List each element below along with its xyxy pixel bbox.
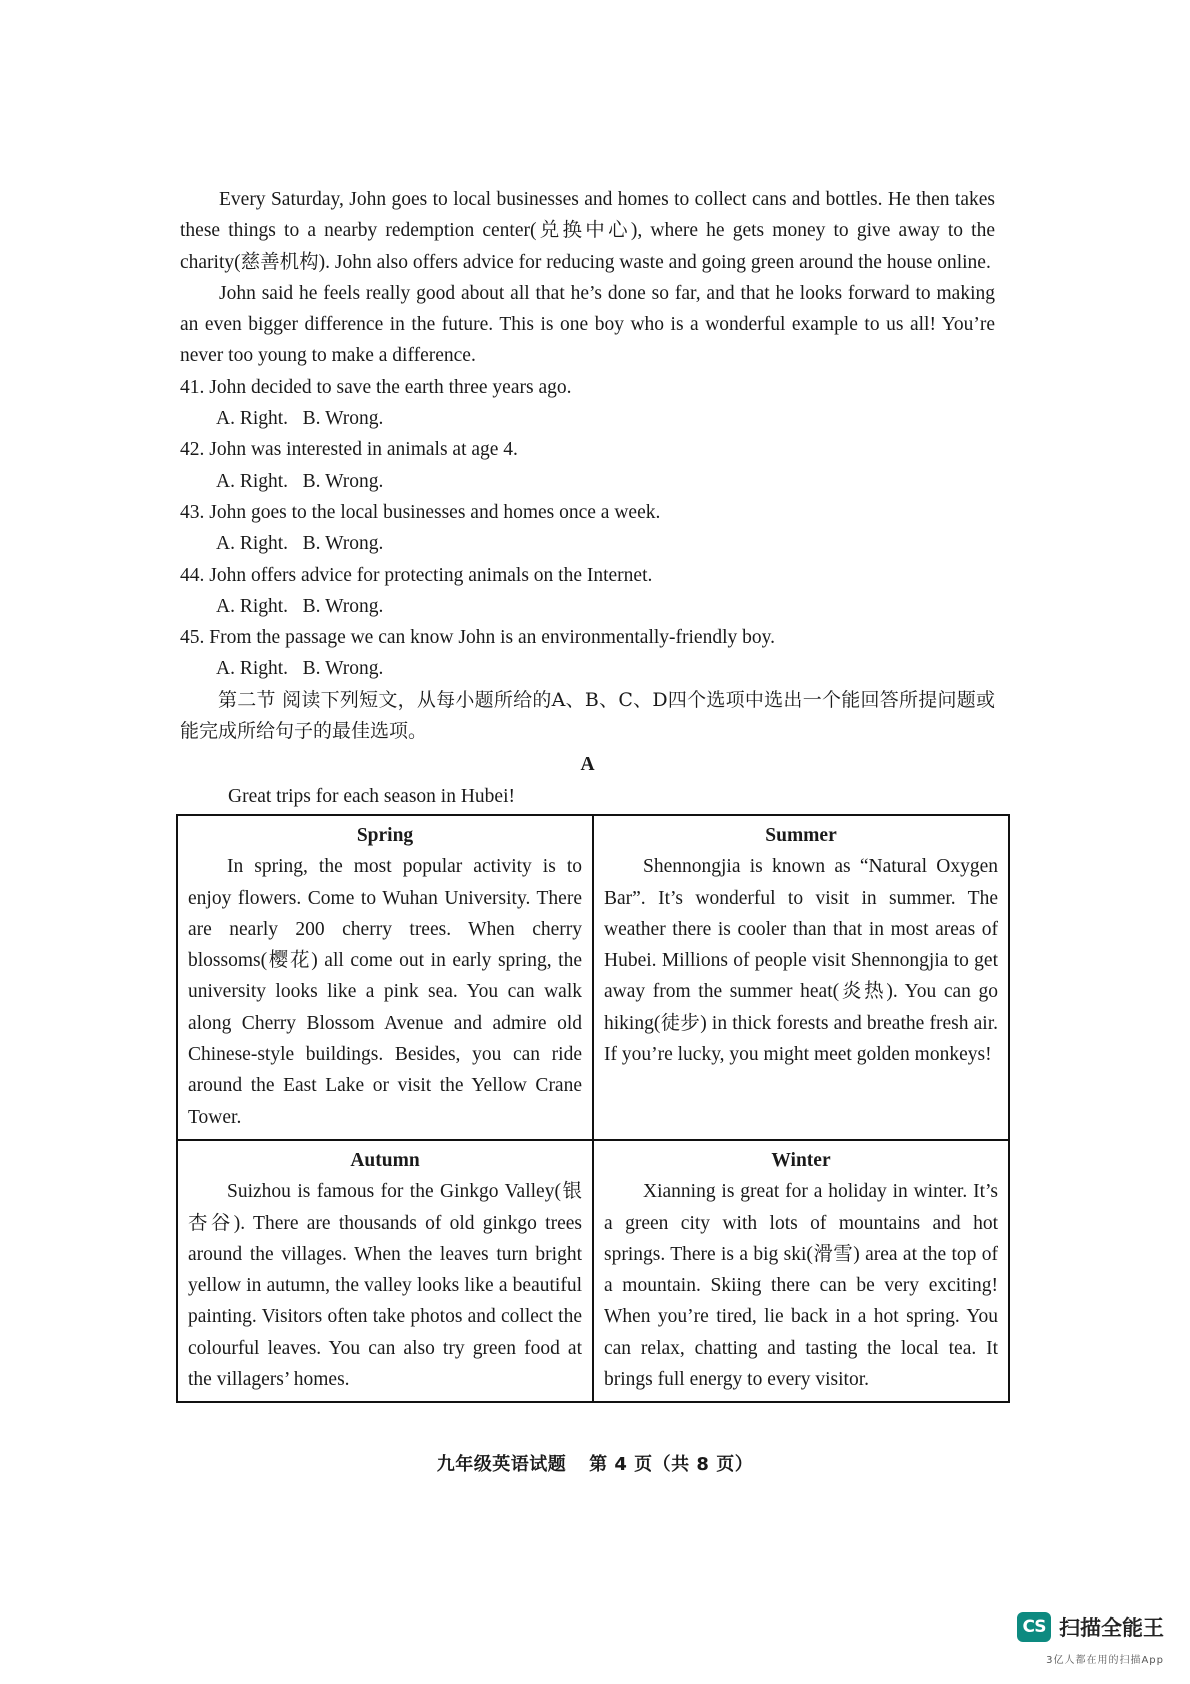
season-heading: Summer	[765, 824, 837, 846]
question-options: A. Right. B. Wrong.	[216, 658, 384, 680]
season-text: Suizhou is famous for the Ginkgo Valley(银杏谷). There are thousands of old ginkgo trees around the villages. When the leaves turn bright yellow in autumn, the valley looks like a beautiful painting. Visitors often take photos and collect the colourful leaves. You can also try green food at the villagers’ homes.	[188, 1181, 582, 1390]
seasons-table	[176, 814, 1010, 1403]
question-stem: 45. From the passage we can know John is an environmentally-friendly boy.	[180, 627, 775, 649]
season-cell-winter	[593, 1140, 1009, 1402]
scanner-tagline: 3亿人都在用的扫描App	[1046, 1655, 1164, 1666]
section-instruction: 第二节 阅读下列短文，从每小题所给的A、B、C、D四个选项中选出一个能回答所提问题或能完成所给句子的最佳选项。	[180, 688, 995, 743]
season-heading: Spring	[356, 824, 414, 846]
season-cell-autumn	[177, 1140, 593, 1402]
question-options: A. Right. B. Wrong.	[216, 533, 384, 555]
passage-letter: A	[580, 754, 595, 776]
season-heading: Winter	[771, 1149, 831, 1171]
season-cell-summer	[593, 815, 1009, 1140]
page-content	[180, 184, 998, 1403]
trip-title: Great trips for each season in Hubei!	[228, 785, 515, 807]
season-text: Shennongjia is known as “Natural Oxygen Bar”. It’s wonderful to visit in summer. The weather there is cooler than that in most areas of Hubei. Millions of people visit Shennongjia to get away from the summer heat(炎热). You can go hiking(徒步) in thick forests and breathe fresh air. If you’re lucky, you might meet golden monkeys!	[604, 856, 998, 1066]
passage-paragraph: Every Saturday, John goes to local businesses and homes to collect cans and bottles. He then takes these things to a nearby redemption center(兑换中心), where he gets money to give away to the charity(慈善机构). John also offers advice for reducing waste and going green around the house online.	[180, 189, 995, 273]
season-heading: Autumn	[350, 1149, 420, 1171]
question-45	[180, 622, 995, 685]
season-text: In spring, the most popular activity is to enjoy flowers. Come to Wuhan University. There are nearly 200 cherry trees. When cherry blossoms(樱花) all come out in early spring, the university looks like a pink sea. You can walk along Cherry Blossom Avenue and admire old Chinese-style buildings. Besides, you can ride around the East Lake or visit the Yellow Crane Tower.	[188, 856, 582, 1128]
question-stem: 43. John goes to the local businesses and homes once a week.	[180, 501, 661, 523]
question-options: A. Right. B. Wrong.	[216, 408, 384, 430]
season-cell-spring	[177, 815, 593, 1140]
question-options: A. Right. B. Wrong.	[216, 595, 384, 617]
camscanner-logo-icon: CS	[1017, 1612, 1051, 1642]
question-41	[180, 372, 995, 435]
question-stem: 44. John offers advice for protecting animals on the Internet.	[180, 564, 653, 586]
season-text: Xianning is great for a holiday in winter. It’s a green city with lots of mountains and hot springs. There is a big ski(滑雪) area at the top of a mountain. Skiing there can be very exciting! When you’re tired, lie back in a hot spring. You can relax, chatting and tasting the local tea. It brings full energy to every visitor.	[604, 1181, 998, 1390]
question-42	[180, 434, 995, 497]
passage-paragraph: John said he feels really good about all that he’s done so far, and that he looks forward to making an even bigger difference in the future. This is one boy who is a wonderful example to us all! You’re never too young to make a difference.	[180, 282, 995, 367]
page-number: 第 4 页（共 8 页）	[589, 1454, 754, 1475]
question-43	[180, 497, 995, 560]
scanner-app-name: 扫描全能王	[1059, 1616, 1164, 1640]
question-options: A. Right. B. Wrong.	[216, 470, 384, 492]
scanner-watermark	[1017, 1612, 1164, 1642]
question-stem: 42. John was interested in animals at age 4.	[180, 439, 518, 461]
page-footer	[0, 1450, 1190, 1476]
exam-title: 九年级英语试题	[436, 1454, 567, 1475]
question-stem: 41. John decided to save the earth three years ago.	[180, 376, 572, 398]
question-44	[180, 560, 995, 623]
